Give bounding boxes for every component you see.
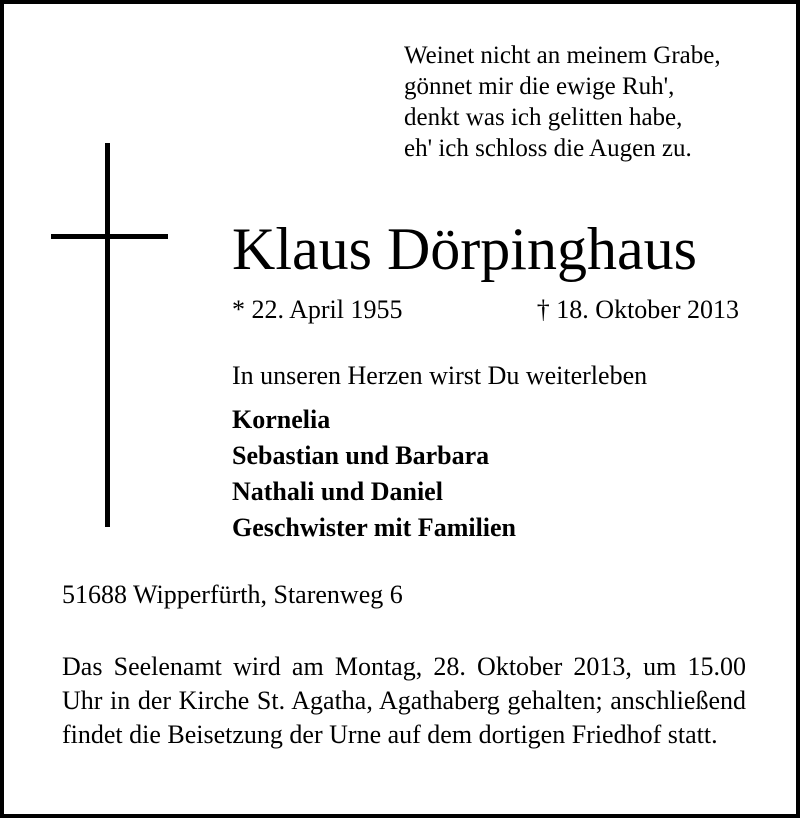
cross-vertical-bar bbox=[105, 143, 110, 527]
mourner-4: Geschwister mit Familien bbox=[232, 513, 517, 542]
address: 51688 Wipperfürth, Starenweg 6 bbox=[62, 580, 403, 609]
death-date: † 18. Oktober 2013 bbox=[536, 295, 739, 324]
mourner-1: Kornelia bbox=[232, 405, 331, 434]
poem-verse bbox=[404, 40, 794, 164]
poem-line-1: Weinet nicht an meinem Grabe, bbox=[404, 42, 721, 69]
tribute-line: In unseren Herzen wirst Du weiterleben bbox=[232, 361, 648, 390]
poem-line-2: gönnet mir die ewige Ruh', bbox=[404, 73, 675, 100]
deceased-name: Klaus Dörpinghaus bbox=[232, 216, 697, 282]
mourners-list bbox=[232, 402, 516, 546]
birth-date: * 22. April 1955 bbox=[232, 295, 403, 324]
mourner-3: Nathali und Daniel bbox=[232, 477, 443, 506]
service-notice: Das Seelenamt wird am Montag, 28. Oktober 2013, um 15.00 Uhr in der Kirche St. Agatha, Agathaberg gehalten; anschließend findet die Beisetzung der Urne auf dem dortigen Friedhof statt. bbox=[62, 652, 746, 749]
cross-horizontal-bar bbox=[51, 234, 168, 239]
poem-line-4: eh' ich schloss die Augen zu. bbox=[404, 135, 692, 162]
poem-line-3: denkt was ich gelitten habe, bbox=[404, 104, 683, 131]
mourner-2: Sebastian und Barbara bbox=[232, 441, 490, 470]
